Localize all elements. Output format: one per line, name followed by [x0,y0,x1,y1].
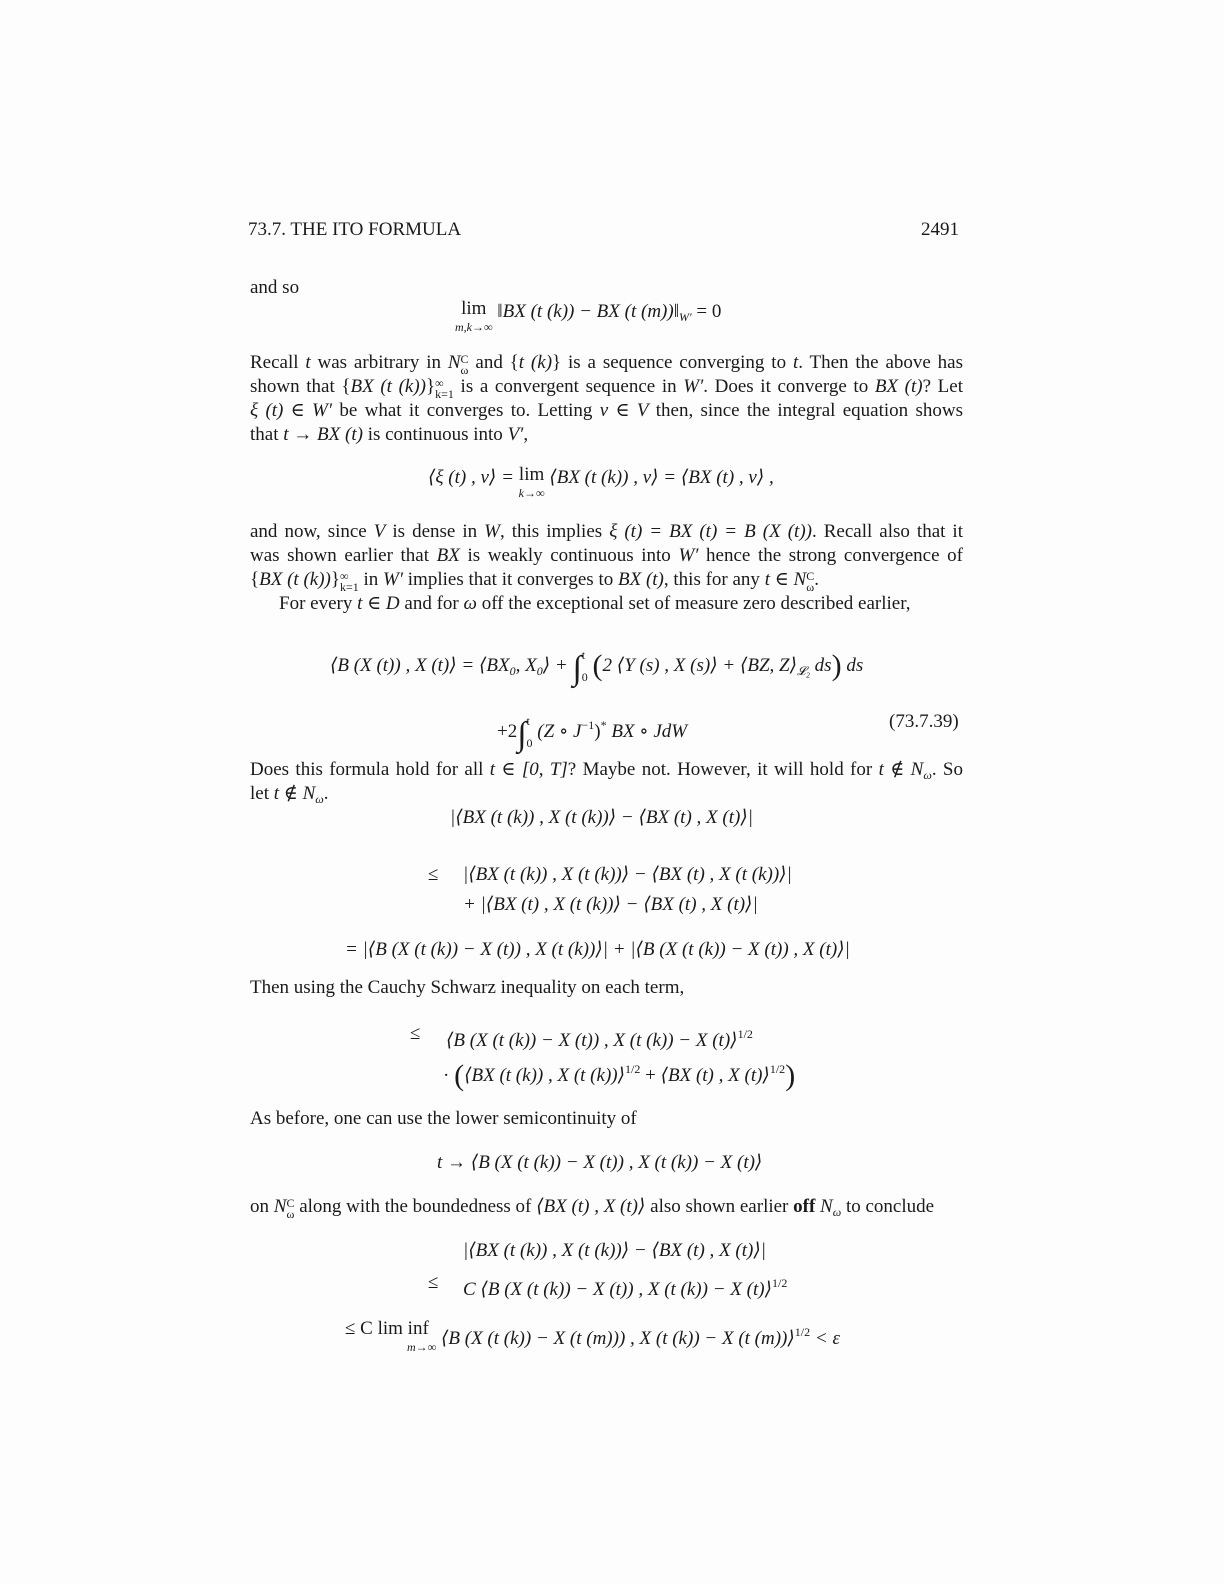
paragraph-every-t: For every t ∈ D and for ω off the exceptional set of measure zero described earlier, [279,593,911,614]
equation-number: (73.7.39) [889,711,959,732]
equation-bound-term2: + |⟨BX (t) , X (t (k))⟩ − ⟨BX (t) , X (t)⟩| [463,894,758,915]
paragraph-recall-line4: that t → BX (t) is continuous into V′, [250,424,529,445]
paragraph-recall-line3: ξ (t) ∈ W′ be what it converges to. Letting v ∈ V then, since the integral equation shows [250,400,963,421]
equation-bound-equal: = |⟨B (X (t (k)) − X (t)) , X (t (k))⟩| + |⟨B (X (t (k)) − X (t)) , X (t)⟩| [345,939,850,960]
equation-conclude-le: ≤ [428,1272,439,1293]
equation-ito-line2: +2∫t 0 (Z ∘ $J^{-1})^*$ BX ∘ JdW [497,714,688,753]
equation-limit-norm: lim m,k→∞ ‖BX (t (k)) − BX (t $(m))‖_{W'} = 0$ [455,298,722,334]
equation-bound-term1: |⟨BX (t (k)) , X (t (k))⟩ − ⟨BX (t) , X (t (k))⟩| [463,864,792,885]
paragraph-does-formula-line2: let t ∉ $N_\omega$. [250,783,329,806]
equation-cs-term2: · (⟨BX (t (k)) , X (t (k))⟩$^{1/2}$ + ⟨BX (t) , X (t)⟩$^{1/2}$) [443,1059,796,1092]
equation-cs-le: ≤ [410,1023,421,1044]
paragraph-dense-line3: {BX (t (k))}∞ k=1 in W′ implies that it converges to BX (t), this for any t ∈ NC ω. [250,569,819,594]
paragraph-dense-line2: was shown earlier that BX is weakly continuous into W′ hence the strong convergence of [250,545,963,566]
paragraph-dense-line1: and now, since V is dense in W, this implies ξ (t) = BX (t) = B (X (t)). Recall also that it [250,521,963,542]
paragraph-recall-line2: shown that {BX (t (k))}∞ k=1 is a convergent sequence in W′. Does it converge to BX (t)? Let [250,376,963,401]
paragraph-boundedness: on NC ω along with the boundedness of ⟨BX (t) , X (t)⟩ also shown earlier off $N_\omega$ to conclude [250,1196,935,1221]
equation-conclude-liminf: ≤ C lim inf m→∞ ⟨B (X (t (k)) − X (t (m))) , X (t (k)) − X (t (m))⟩$^{1/2}$ < ε [345,1318,840,1354]
equation-conclude-lhs: |⟨BX (t (k)) , X (t (k))⟩ − ⟨BX (t) , X (t)⟩| [463,1240,766,1261]
equation-difference: |⟨BX (t (k)) , X (t (k))⟩ − ⟨BX (t) , X (t)⟩| [450,807,753,828]
paragraph-recall-line1: Recall t was arbitrary in NC ω and {t (k)} is a sequence converging to t. Then the above has [250,352,963,377]
page-number: 2491 [921,219,959,240]
equation-ito-line1: ⟨B (X (t)) , X (t)⟩ = $⟨BX_0$, $X_0⟩ + \int t$ 0 (2 ⟨Y (s) , X (s)⟩ + ⟨BZ, $Z⟩_{𝓛_2}$ ds) ds [330,648,864,687]
text-cauchy-schwarz: Then using the Cauchy Schwarz inequality on each term, [250,977,685,998]
equation-cs-term1: ⟨B (X (t (k)) − X (t)) , X (t (k)) − X (t)⟩$^{1/2}$ [446,1027,753,1051]
paragraph-does-formula-line1: Does this formula hold for all t ∈ [0, T]? Maybe not. However, it will hold for t ∉ $N_\omega$. So [250,759,963,782]
text-and-so: and so [250,277,300,298]
equation-conclude-rhs: C ⟨B (X (t (k)) − X (t)) , X (t (k)) − X (t)⟩$^{1/2}$ [463,1276,788,1300]
equation-xi-limit: ⟨ξ (t) , v⟩ = lim k→∞ ⟨BX (t (k)) , v⟩ = ⟨BX (t) , v⟩ , [428,464,774,500]
text-as-before: As before, one can use the lower semicontinuity of [250,1108,637,1129]
running-header-section: 73.7. THE ITO FORMULA [248,219,462,240]
equation-le-symbol: ≤ [428,864,439,885]
equation-lower-semicontinuity: t → ⟨B (X (t (k)) − X (t)) , X (t (k)) − X (t)⟩ [437,1152,763,1173]
